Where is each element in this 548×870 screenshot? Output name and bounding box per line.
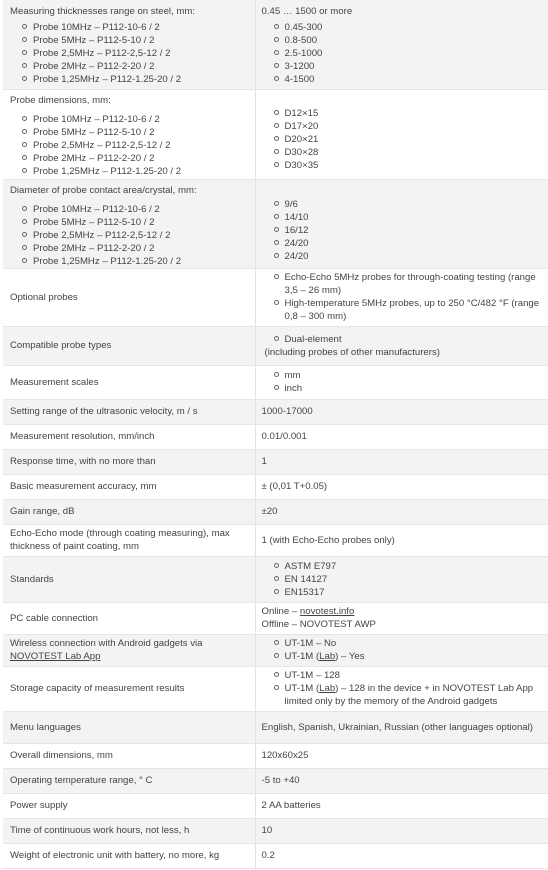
value-item: 0.45-300	[274, 21, 543, 34]
pc-online-prefix: Online –	[261, 606, 300, 617]
response-label: Response time, with no more than	[3, 449, 255, 474]
row-menu-languages	[3, 711, 548, 743]
contact-probe-list	[10, 203, 249, 268]
optional-label: Optional probes	[3, 268, 255, 326]
velocity-label: Setting range of the ultrasonic velocity, m / s	[3, 399, 255, 424]
novotest-lab-app-link[interactable]: NOVOTEST Lab App	[10, 651, 101, 662]
wireless-label-cell	[3, 634, 255, 666]
probe-item: Probe 2,5MHz – P112-2,5-12 / 2	[22, 47, 249, 60]
storage-value-list	[262, 669, 543, 708]
probe-item: Probe 5MHz – P112-5-10 / 2	[22, 216, 249, 229]
row-wireless	[3, 634, 548, 666]
value-item: D20×21	[274, 133, 543, 146]
value-item: Echo-Echo 5MHz probes for through-coating testing (range 3,5 – 26 mm)	[274, 271, 543, 297]
value-item: ASTM E797	[274, 560, 543, 573]
row-weight	[3, 843, 548, 868]
probe-item: Probe 1,25MHz – P112-1.25-20 / 2	[22, 165, 249, 178]
wireless-value-cell	[255, 634, 548, 666]
echo-value: 1 (with Echo-Echo probes only)	[255, 524, 548, 556]
row-storage	[3, 666, 548, 711]
pc-label: PC cable connection	[3, 602, 255, 634]
pc-value-cell	[255, 602, 548, 634]
probe-item: Probe 1,25MHz – P112-1.25-20 / 2	[22, 255, 249, 268]
row-compatible-probes	[3, 326, 548, 365]
probe-item: Probe 2MHz – P112-2-20 / 2	[22, 60, 249, 73]
value-item: Dual-element	[274, 333, 543, 346]
row-contact-diameter	[3, 179, 548, 268]
scales-value-cell	[255, 365, 548, 399]
weight-value: 0.2	[255, 843, 548, 868]
probe-item: Probe 5MHz – P112-5-10 / 2	[22, 126, 249, 139]
weight-label: Weight of electronic unit with battery, no more, kg	[3, 843, 255, 868]
storage-item2-suffix: ) – 128 in the device + in NOVOTEST Lab App limited only by the memory of the Android gadgets	[284, 683, 534, 707]
value-item: UT-1M – 128	[274, 669, 543, 682]
lab-link[interactable]: Lab	[319, 683, 336, 694]
probe-item: Probe 2MHz – P112-2-20 / 2	[22, 242, 249, 255]
temperature-label: Operating temperature range, ° C	[3, 768, 255, 793]
velocity-value: 1000-17000	[255, 399, 548, 424]
contact-value-list	[262, 198, 543, 263]
row-thickness-range	[3, 0, 548, 89]
thickness-label-cell	[3, 0, 255, 89]
probe-item: Probe 10MHz – P112-10-6 / 2	[22, 21, 249, 34]
value-item: D30×28	[274, 146, 543, 159]
compatible-note: (including probes of other manufacturers)	[264, 346, 440, 358]
row-temperature	[3, 768, 548, 793]
row-response-time	[3, 449, 548, 474]
storage-value-cell	[255, 666, 548, 711]
gain-value: ±20	[255, 499, 548, 524]
pc-offline: Offline – NOVOTEST AWP	[261, 619, 376, 630]
compatible-value-list	[262, 333, 543, 346]
thickness-value-cell	[255, 0, 548, 89]
accuracy-label: Basic measurement accuracy, mm	[3, 474, 255, 499]
value-item: inch	[274, 382, 543, 395]
standards-value-list	[262, 560, 543, 599]
row-gain-range	[3, 499, 548, 524]
row-measurement-scales	[3, 365, 548, 399]
probe-item: Probe 2,5MHz – P112-2,5-12 / 2	[22, 139, 249, 152]
storage-item2-prefix: UT-1M (	[284, 683, 320, 694]
value-item: 14/10	[274, 211, 543, 224]
row-work-time	[3, 818, 548, 843]
row-power-supply	[3, 793, 548, 818]
pc-online	[262, 605, 543, 618]
row-standards	[3, 556, 548, 602]
row-pc-cable	[3, 602, 548, 634]
thickness-label: Measuring thicknesses range on steel, mm:	[10, 5, 196, 17]
wireless-label: Wireless connection with Android gadgets via	[10, 638, 203, 649]
scales-label: Measurement scales	[3, 365, 255, 399]
compatible-label: Compatible probe types	[3, 326, 255, 365]
temperature-value: -5 to +40	[255, 768, 548, 793]
thickness-probe-list	[10, 21, 249, 86]
row-optional-probes	[3, 268, 548, 326]
languages-label: Menu languages	[3, 711, 255, 743]
row-accuracy	[3, 474, 548, 499]
scales-value-list	[262, 369, 543, 395]
compatible-value-cell	[255, 326, 548, 365]
accuracy-value: ± (0,01 T+0.05)	[255, 474, 548, 499]
probe-item: Probe 10MHz – P112-10-6 / 2	[22, 113, 249, 126]
power-value: 2 AA batteries	[255, 793, 548, 818]
value-item: 9/6	[274, 198, 543, 211]
value-item: EN15317	[274, 586, 543, 599]
novotest-info-link[interactable]: novotest.info	[299, 606, 355, 617]
contact-label: Diameter of probe contact area/crystal, mm:	[10, 184, 197, 196]
value-item	[274, 650, 543, 663]
value-item: 3-1200	[274, 60, 543, 73]
value-item: D17×20	[274, 120, 543, 133]
probe-item: Probe 1,25MHz – P112-1.25-20 / 2	[22, 73, 249, 86]
row-echo-echo	[3, 524, 548, 556]
dimensions-label-cell	[3, 89, 255, 179]
languages-value: English, Spanish, Ukrainian, Russian (other languages optional)	[255, 711, 548, 743]
standards-value-cell	[255, 556, 548, 602]
value-item: D12×15	[274, 107, 543, 120]
power-label: Power supply	[3, 793, 255, 818]
wireless-value-list	[262, 637, 543, 663]
value-item: 16/12	[274, 224, 543, 237]
resolution-label: Measurement resolution, mm/inch	[3, 424, 255, 449]
value-item: mm	[274, 369, 543, 382]
thickness-range-total: 0.45 … 1500 or more	[261, 5, 353, 17]
gain-label: Gain range, dB	[3, 499, 255, 524]
storage-label: Storage capacity of measurement results	[3, 666, 255, 711]
wireless-item2-prefix: UT-1M (	[284, 651, 320, 662]
row-overall-dimensions	[3, 743, 548, 768]
dimensions-value-list	[262, 107, 543, 172]
value-item: D30×35	[274, 159, 543, 172]
overall-label: Overall dimensions, mm	[3, 743, 255, 768]
row-probe-dimensions	[3, 89, 548, 179]
value-item	[274, 682, 543, 708]
lab-link[interactable]: Lab	[319, 651, 336, 662]
probe-item: Probe 5MHz – P112-5-10 / 2	[22, 34, 249, 47]
row-resolution	[3, 424, 548, 449]
optional-value-cell	[255, 268, 548, 326]
value-item: 4-1500	[274, 73, 543, 86]
value-item: 24/20	[274, 237, 543, 250]
response-value: 1	[255, 449, 548, 474]
row-velocity	[3, 399, 548, 424]
echo-label: Echo-Echo mode (through coating measuring), max thickness of paint coating, mm	[3, 524, 255, 556]
dimensions-probe-list	[10, 113, 249, 178]
dimensions-label: Probe dimensions, mm:	[10, 95, 111, 106]
value-item: EN 14127	[274, 573, 543, 586]
contact-value-cell	[255, 179, 548, 268]
resolution-value: 0.01/0.001	[255, 424, 548, 449]
specifications-table	[3, 0, 548, 869]
thickness-value-list	[262, 21, 543, 86]
value-item: 0.8-500	[274, 34, 543, 47]
wireless-item2-suffix: ) – Yes	[335, 651, 365, 662]
work-label: Time of continuous work hours, not less, h	[3, 818, 255, 843]
value-item: High-temperature 5MHz probes, up to 250 °C/482 °F (range 0,8 – 300 mm)	[274, 297, 543, 323]
contact-label-cell	[3, 179, 255, 268]
value-item: 2.5-1000	[274, 47, 543, 60]
value-item: 24/20	[274, 250, 543, 263]
value-item: UT-1M – No	[274, 637, 543, 650]
overall-value: 120x60x25	[255, 743, 548, 768]
probe-item: Probe 2,5MHz – P112-2,5-12 / 2	[22, 229, 249, 242]
probe-item: Probe 10MHz – P112-10-6 / 2	[22, 203, 249, 216]
probe-item: Probe 2MHz – P112-2-20 / 2	[22, 152, 249, 165]
dimensions-value-cell	[255, 89, 548, 179]
optional-value-list	[262, 271, 543, 323]
standards-label: Standards	[3, 556, 255, 602]
work-value: 10	[255, 818, 548, 843]
